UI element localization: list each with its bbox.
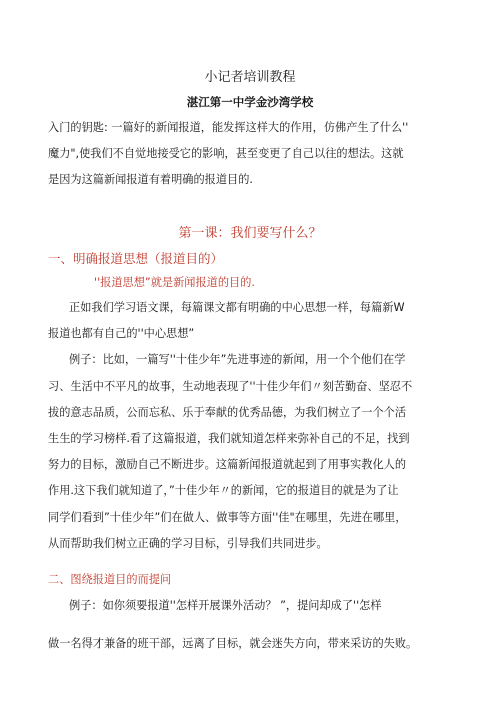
section-1-heading: 一、明确报道思想（报道目的） bbox=[48, 251, 224, 266]
lesson-title: 第一课：我们要写什么？ bbox=[178, 226, 322, 241]
intro-line: 是因为这篇新闻报道有着明确的报道目的. bbox=[48, 173, 253, 186]
para-2-line: 同学们看到”十佳少年”们在做人、做事等方面''佳"在哪里，先进在哪里， bbox=[48, 511, 407, 524]
doc-title: 小记者培训教程 bbox=[204, 70, 296, 85]
para-2-line: 习、生活中不平凡的故事，生动地表现了''十佳少年们〃刻苦勤奋、坚忍不 bbox=[48, 380, 413, 393]
para-1-line: 正如我们学习语文课，每篇课文都有明确的中心思想一样，每篇新W bbox=[69, 301, 405, 314]
para-2-line: 拔的意志品质，公而忘私、乐于奉献的优秀品德，为我们树立了一个个活 bbox=[48, 406, 407, 419]
intro-line: 魔力",使我们不自觉地接受它的影响，甚至变更了自己以往的想法。这就 bbox=[48, 147, 404, 160]
intro-line: 入门的钥匙: 一篇好的新闻报道，能发挥这样大的作用，仿佛产生了什么'' bbox=[48, 121, 409, 134]
section-2-heading: 二、图绕报道目的而提问 bbox=[48, 573, 172, 586]
para-3-line: 做一名得才兼备的班干部，远离了目标，就会迷失方向，带来采访的失败。 bbox=[48, 637, 418, 650]
para-2-line: 努力的目标，激励自己不断进步。这篇新闻报道就起到了用事实教化人的 bbox=[48, 458, 407, 471]
school-name: 湛江第一中学金沙湾学校 bbox=[186, 95, 314, 109]
section-1-note: ''报道思想”就是新闻报道的目的. bbox=[94, 276, 255, 289]
para-2-line: 从而帮助我们树立正确的学习目标，引导我们共同进步。 bbox=[48, 537, 328, 550]
para-1-line: 报道也都有自己的''中心思想” bbox=[48, 327, 195, 340]
para-2-line: 例子：比如，一篇写''十佳少年”先进事迹的新闻，用一个个他们在学 bbox=[69, 353, 406, 366]
para-2-line: 生生的学习榜样.看了这篇报道，我们就知道怎样来弥补自己的不足，找到 bbox=[48, 432, 410, 445]
para-3-line: 例子：如你须要报道''怎样开展课外活动？ ”，提问却成了''怎样 bbox=[69, 599, 382, 612]
para-2-line: 作用.这下我们就知道了，”十佳少年〃的新闻，它的报道目的就是为了让 bbox=[48, 484, 399, 497]
